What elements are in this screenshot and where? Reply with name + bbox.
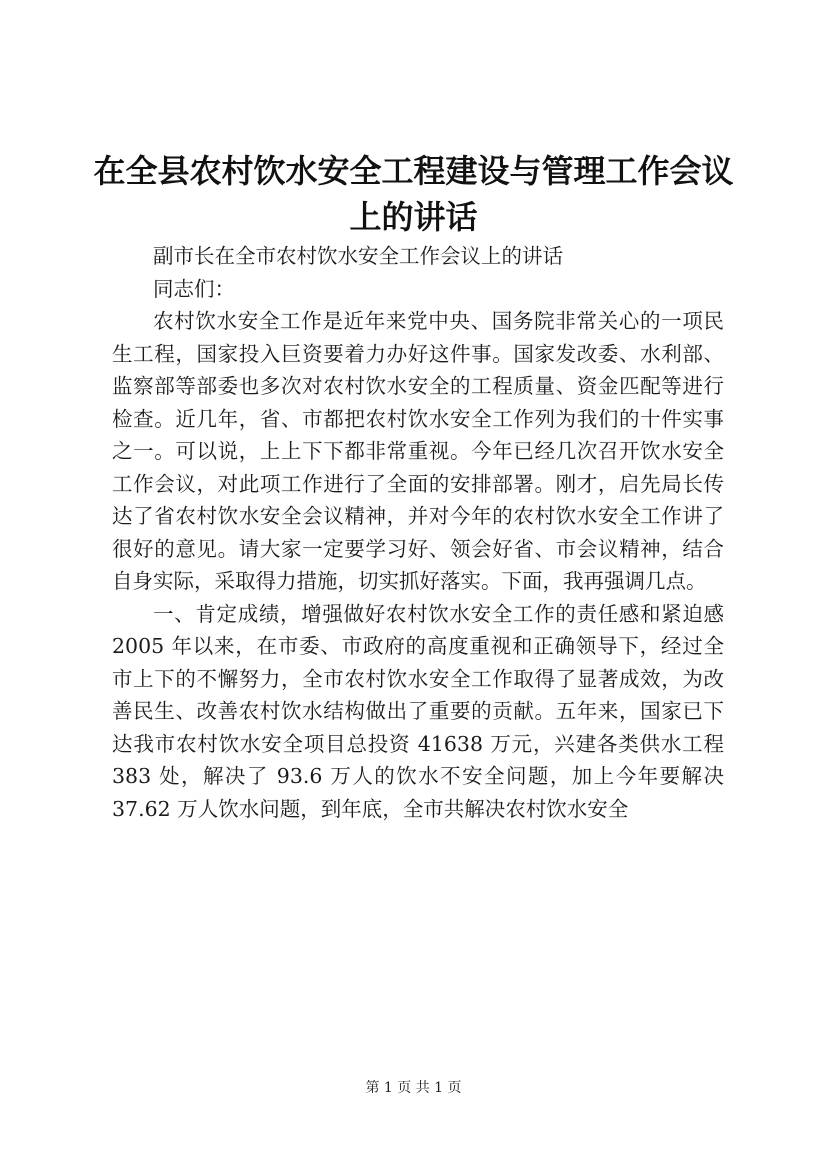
body-paragraph: 农村饮水安全工作是近年来党中央、国务院非常关心的一项民生工程，国家投入巨资要着力办好这件事。国家发改委、水利部、监察部等部委也多次对农村饮水安全的工程质量、资金匹配等进行检查。近几年，省、市都把农村饮水安全工作列为我们的十件实事之一。可以说，上上下下都非常重视。今年已经几次召开饮水安全工作会议，对此项工作进行了全面的安排部署。刚才，启先局长传达了省农村饮水安全会议精神，并对今年的农村饮水安全工作讲了很好的意见。请大家一定要学习好、领会好省、市会议精神，结合自身实际，采取得力措施，切实抓好落实。下面，我再强调几点。 [112, 309, 724, 593]
document-title: 在全县农村饮水安全工程建设与管理工作会议上的讲话 [93, 152, 734, 236]
subtitle-paragraph: 副市长在全市农村饮水安全工作会议上的讲话 [153, 244, 563, 268]
body-paragraph: 一、肯定成绩，增强做好农村饮水安全工作的责任感和紧迫感 2005 年以来，在市委、市政府的高度重视和正确领导下，经过全市上下的不懈努力，全市农村饮水安全工作取得了显著成效，为改善民生、改善农村饮水结构做出了重要的贡献。五年来，国家已下达我市农村饮水安全项目总投资 41638 万元，兴建各类供水工程 383 处，解决了 93.6 万人的饮水不安全问题，加上今年要解决 37.62 万人饮水问题，到年底，全市共解决农村饮水安全 [112, 601, 724, 821]
document-body [112, 240, 724, 825]
salutation-paragraph: 同志们： [153, 276, 235, 301]
page-footer: 第 1 页 共 1 页 [365, 1080, 462, 1096]
